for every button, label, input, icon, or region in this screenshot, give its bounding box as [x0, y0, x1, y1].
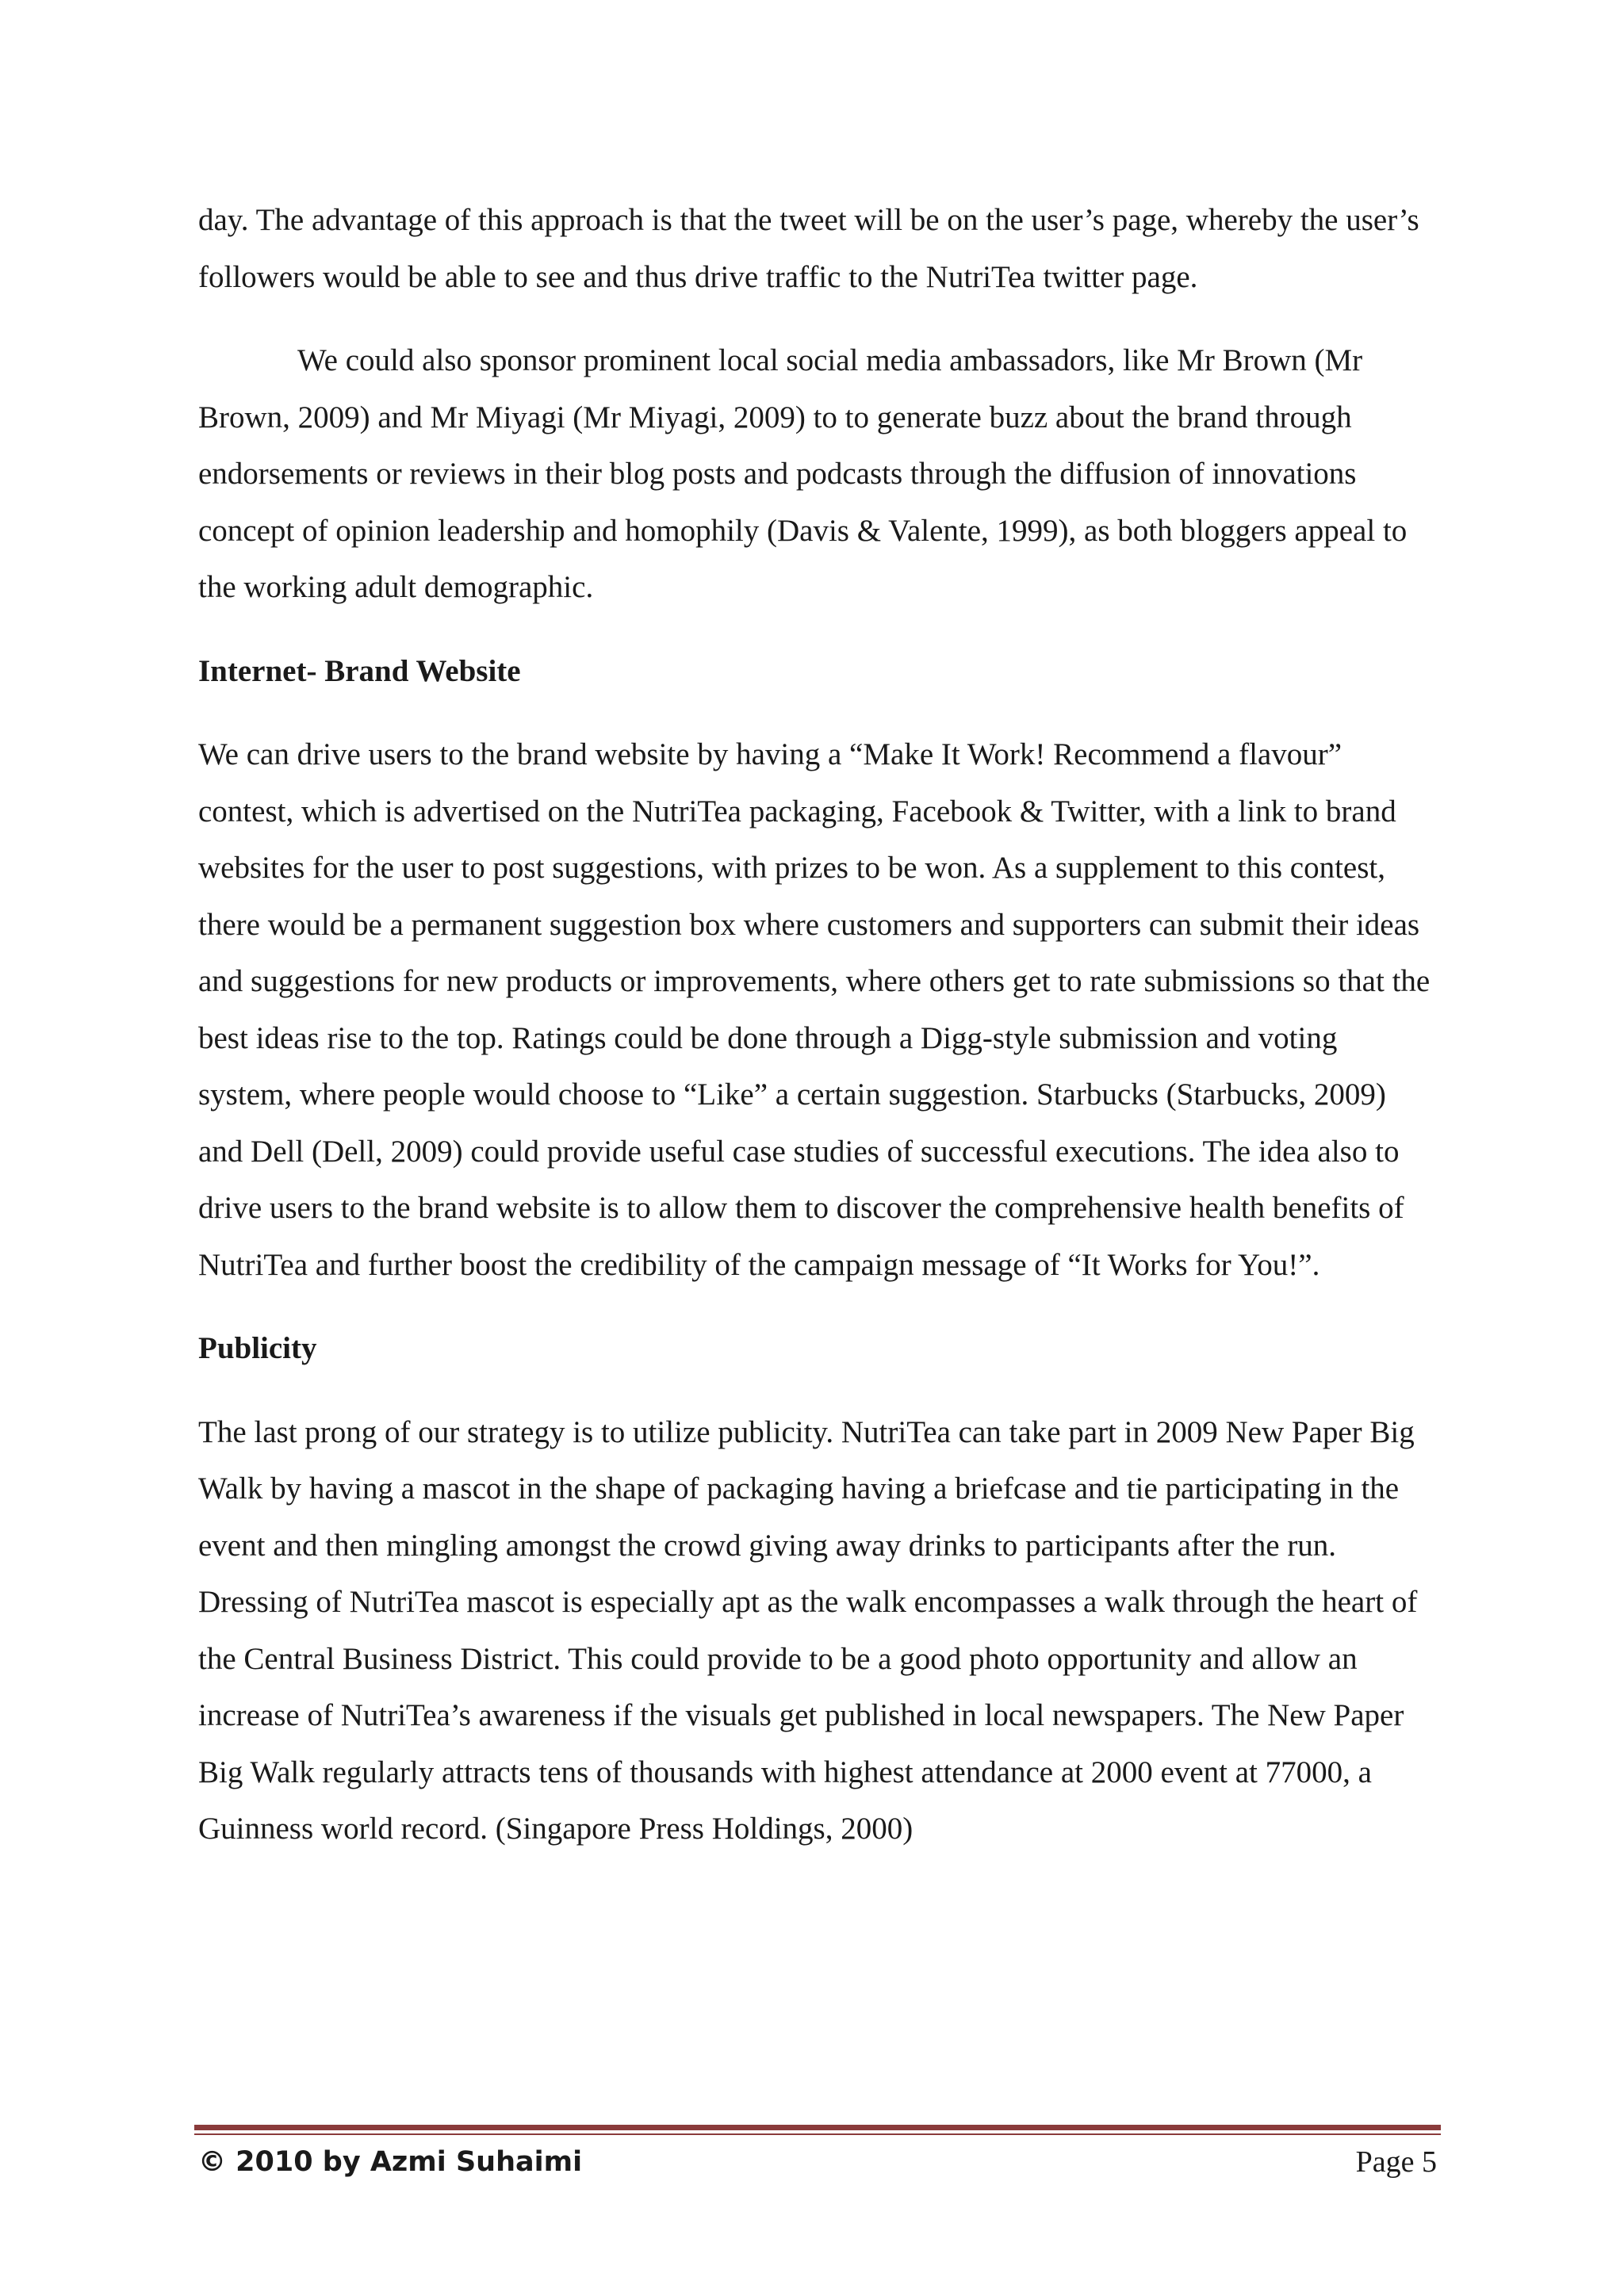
page-body: [198, 192, 1437, 1885]
section-heading-publicity: Publicity: [198, 1331, 317, 1365]
paragraph-social-media-ambassadors: We could also sponsor prominent local social media ambassadors, like Mr Brown (Mr Brown, 2009) and Mr Miyagi (Mr Miyagi, 2009) to to generate buzz about the brand through endorsements or reviews in their blog posts and podcasts through the diffusion of innovations concept of opinion leadership and homophily (Davis & Valente, 1999), as both bloggers appeal to the working adult demographic.: [198, 343, 1408, 604]
paragraph-publicity: The last prong of our strategy is to utilize publicity. NutriTea can take part in 2009 New Paper Big Walk by having a mascot in the shape of packaging having a briefcase and tie participating in the event and then mingling amongst the crowd giving away drinks to participants after the run. Dressing of NutriTea mascot is especially apt as the walk encompasses a walk through the heart of the Central Business District. This could provide to be a good photo opportunity and allow an increase of NutriTea’s awareness if the visuals get published in local newspapers. The New Paper Big Walk regularly attracts tens of thousands with highest attendance at 2000 event at 77000, a Guinness world record. (Singapore Press Holdings, 2000): [198, 1414, 1418, 1846]
footer-page-number: Page 5: [1355, 2145, 1437, 2179]
footer-copyright: © 2010 by Azmi Suhaimi: [198, 2146, 583, 2178]
paragraph-brand-website: We can drive users to the brand website by having a “Make It Work! Recommend a flavour” contest, which is advertised on the NutriTea packaging, Facebook & Twitter, with a link to brand websites for the user to post suggestions, with prizes to be won. As a supplement to this contest, there would be a permanent suggestion box where customers and supporters can submit their ideas and suggestions for new products or improvements, where others get to rate submissions so that the best ideas rise to the top. Ratings could be done through a Digg-style submission and voting system, where people would choose to “Like” a certain suggestion. Starbucks (Starbucks, 2009) and Dell (Dell, 2009) could provide useful case studies of successful executions. The idea also to drive users to the brand website is to allow them to discover the comprehensive health benefits of NutriTea and further boost the credibility of the campaign message of “It Works for You!”.: [198, 737, 1431, 1282]
section-heading-brand-website: Internet- Brand Website: [198, 653, 521, 688]
footer-divider: [194, 2125, 1441, 2130]
footer-divider-thin: [194, 2133, 1441, 2135]
paragraph-twitter-advantage: day. The advantage of this approach is that the tweet will be on the user’s page, whereby the user’s followers would be able to see and thus drive traffic to the NutriTea twitter page.: [198, 203, 1419, 294]
